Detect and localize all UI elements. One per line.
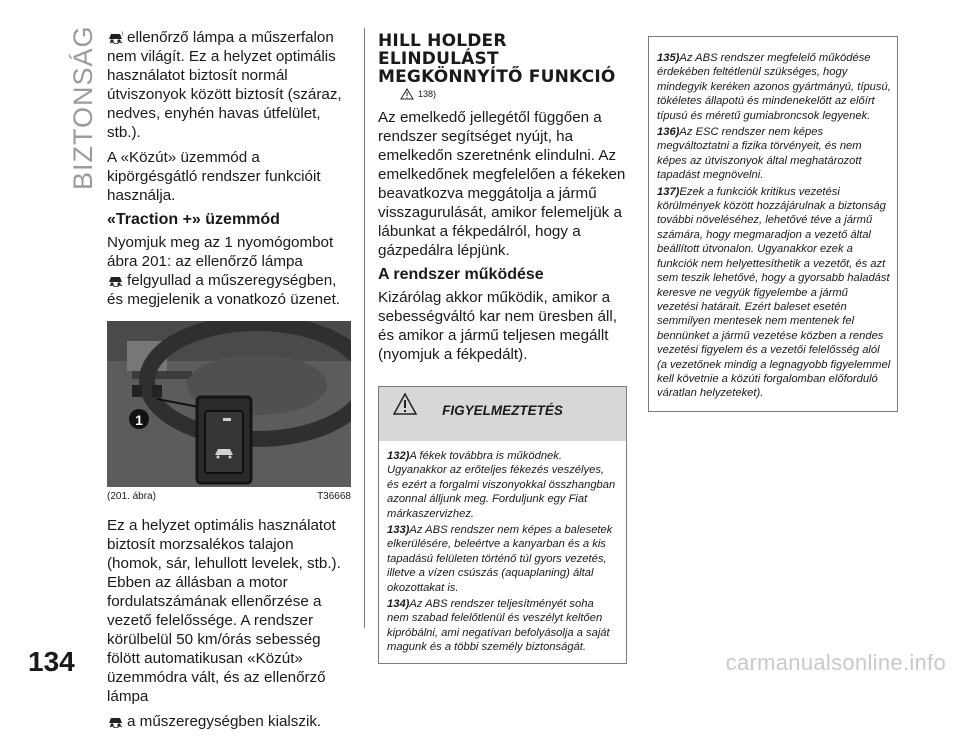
paragraph-traction-end-text: a műszeregységben kialszik. xyxy=(127,713,322,730)
warning-note-text: Az ABS rendszer teljesítményét soha nem szabad felelőtlenül és veszélyt keltően kipróbálni, ami negatívan befolyásolja a saját magunk és a többi személy biztonságát. xyxy=(387,598,610,654)
warning-note-number: 134) xyxy=(387,598,410,611)
warning-box xyxy=(378,386,627,664)
esc-warning-lamp-icon xyxy=(107,30,125,44)
warning-note-number: 137) xyxy=(657,185,680,198)
warning-box-body xyxy=(379,441,626,663)
dashboard-photo xyxy=(107,321,351,487)
figure-caption-code: T36668 xyxy=(317,491,351,502)
column-2 xyxy=(378,28,627,664)
warning-note-132 xyxy=(387,449,618,521)
warning-note-text: Az ABS rendszer nem képes a balesetek elkerülésére, beleértve a kanyarban és a kis tapadású felületen történő túl gyors vezetés, illetve a vízen csúszás (aquaplaning) által okozottakat is. xyxy=(387,524,613,594)
watermark: carmanualsonline.info xyxy=(725,650,946,675)
column-1 xyxy=(107,28,351,737)
paragraph-traction-end xyxy=(107,712,351,731)
column-divider-1 xyxy=(364,28,365,628)
warning-note-text: Az ESC rendszer nem képes megváltoztatni a fizika törvényeit, és nem képes az útviszonyok által meghatározott tapadást megnövelni. xyxy=(657,126,862,182)
warning-note-134 xyxy=(387,597,618,655)
section-side-label-text: BIZTONSÁG xyxy=(68,25,98,190)
warning-note-136 xyxy=(657,125,891,183)
warning-note-137 xyxy=(657,185,891,401)
warning-triangle-icon xyxy=(400,88,414,100)
warning-box-title: FIGYELMEZTETÉS xyxy=(442,403,563,418)
paragraph-road-mode: A «Közút» üzemmód a kipörgésgátló rendszer funkcióit használja. xyxy=(107,149,321,204)
traction-lamp-icon-2 xyxy=(107,714,125,728)
paragraph-traction-a: Nyomjuk meg az 1 nyomógombot ábra 201: az ellenőrző lámpa xyxy=(107,234,334,270)
figure-caption xyxy=(107,491,351,502)
warning-note-text: Az ABS rendszer megfelelő működése érdekében feltétlenül szükséges, hogy mindegyik keréken azonos gyártmányú, típusú, tökéletes állapotú és mindenekelőtt az előírt típusú és méretű gumiabroncsok legyenek. xyxy=(657,52,891,122)
paragraph-esc-off xyxy=(107,28,351,142)
warning-note-text: Ezek a funkciók kritikus vezetési körülmények között hozzájárulnak a biztonság további növeléséhez, lehetővé téve a jármű számára, hogy megmaradjon a vezető által beállított útvonalon. Ugyanakkor ezek a funkciók nem helyettesíthetik a vezetőt, és azt sem teszik lehetővé, hogy a gyorsabb haladást keresve ne vegyük figyelembe a jármű vezetési határait. Ezért baleset esetén semmilyen mentesek nem mentenek fel bennünket a jármű vezetése közben a rendes vezetési figyelem és a vezetői felelősség alól (a vezetőnek mindig a legnagyobb figyelemmel kell követnie a közúti forgalomban előforduló váratlan helyzeteket). xyxy=(657,185,891,400)
warning-note-133 xyxy=(387,523,618,595)
svg-text:!: ! xyxy=(121,31,124,38)
section-title-line-2: ELINDULÁST xyxy=(378,49,499,69)
warning-note-number: 136) xyxy=(657,126,680,139)
warning-reference xyxy=(400,88,627,100)
callout-marker-label: 1 xyxy=(135,412,143,428)
paragraph-traction-b: felgyullad a műszeregységben, és megjelenik a vonatkozó üzenet. xyxy=(107,272,341,308)
section-side-label xyxy=(28,25,98,190)
figure-caption-label: (201. ábra) xyxy=(107,491,156,502)
page-number: 134 xyxy=(28,646,75,677)
paragraph-hill-holder-intro: Az emelkedő jellegétől függően a rendszer segítséget nyújt, ha emelkedőn szeretnénk elindulni. Az emelkedőnek megfelelően a fékeken beavatkozva meggátolja a jármű visszagurulását, amikor felemeljük a lábunkat a fékpedálról, hogy a gázpedálra lépjünk. xyxy=(378,109,626,259)
section-title-line-1: HILL HOLDER xyxy=(378,31,507,51)
column-3 xyxy=(648,36,898,412)
warning-reference-number: 138) xyxy=(418,89,437,99)
warning-box-header xyxy=(379,387,626,441)
warning-note-number: 135) xyxy=(657,52,680,64)
paragraph-traction-usage: Ez a helyzet optimális használatot biztosít morzsalékos talajon (homok, sár, lehullott levelek, stb.). Ebben az állásban a motor fordulatszámának ellenőrzése a vezető felelőssége. A rendszer körülbelül 50 km/órás sebesség fölött automatikusan «Közút» üzemmódra vált, és az ellenőrző lámpa xyxy=(107,517,341,705)
paragraph-system-operation: Kizárólag akkor működik, amikor a sebességváltó kar nem üresben áll, és amikor a jármű teljesen megállt (nyomjuk a fékpedált). xyxy=(378,289,617,363)
warning-note-135 xyxy=(657,51,891,123)
heading-traction-mode: «Traction +» üzemmód xyxy=(107,211,280,228)
figure-dashboard-button xyxy=(107,321,351,487)
warning-note-number: 133) xyxy=(387,524,410,537)
paragraph-esc-off-text: ellenőrző lámpa a műszerfalon nem világít. Ez a helyzet optimális használatot biztosít normál útviszonyok között biztosít (száraz, nedves, enyhén havas útfelület, stb.). xyxy=(107,29,342,141)
notes-continuation-box xyxy=(648,36,898,412)
warning-note-text: A fékek továbbra is működnek. Ugyanakkor az erőteljes fékezés veszélyes, és ezért a forgalmi viszonyokkal összhangban azonnal álljunk meg. Forduljunk egy Fiat márkaszervizhez. xyxy=(387,450,616,520)
warning-note-number: 132) xyxy=(387,450,410,462)
traction-lamp-icon xyxy=(107,273,125,287)
section-title-line-3: MEGKÖNNYÍTŐ FUNKCIÓ xyxy=(378,67,616,87)
heading-system-operation: A rendszer működése xyxy=(378,266,544,283)
section-title xyxy=(378,32,627,86)
paragraph-traction-instructions xyxy=(107,233,351,309)
